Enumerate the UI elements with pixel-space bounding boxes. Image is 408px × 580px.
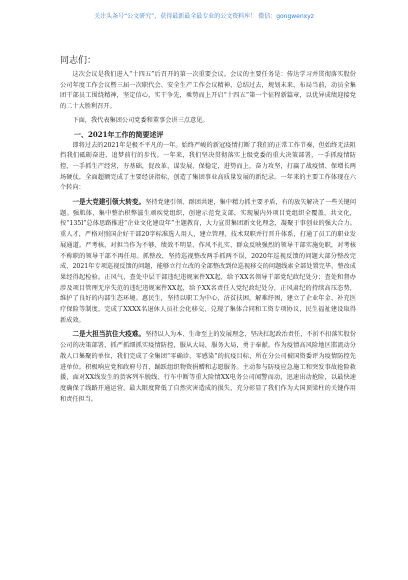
section-heading: 一、2021年工作的简要述评 xyxy=(74,129,164,139)
paragraph-text: 坚持以人为本、生命至上的发展理念，坚决扛起政治责任，不折不扣落实股份公司的决策部署，抓严抓细抓实疫情防控，服从大局，服务大局，勇于奉献。作为疫情高风险地区邯流动分散人口集聚的单位，我们完成了全集团“零确诊、零感染”的抗疫目标，所在分公司被国资委评为疫情防控先进单位。积极响应党和政府号召，踊跃组织物资捐赠和志愿服务。主动参与防疫应急施工和突发事故抢险救援，面对XX线发生的货客列车脱线、行车中断等重大险情XX电务公司闻警而动，迅速出动抢险，以最快速度确保了线路开通运营，最大限度降低了自然灾害造成的损失，充分彰显了我们作为大国顶梁柱的关键作用和责任担当。 xyxy=(60,331,357,403)
document-body xyxy=(60,54,356,405)
header-banner: 关注头条号“公文研究”，获得最新最全最专业的公文资料库！ 微信：gongwenxyz xyxy=(94,13,314,20)
paragraph-lead: 二是大担当抗住大疫难。 xyxy=(72,330,146,339)
paragraph-party-building xyxy=(60,197,356,326)
paragraph-text: 坚持党建引领、群团共建，集中精力抓主要矛盾，有的放矢解决了一些关键问题。强肌体，集中整治积弊滋生顽疾党组织，创建示范党支部，实现履内外项目党组织全覆盖，共文化，按“135l”总体思路推进“企业文化建设年”主题教育，大力宣贯集团新文化理念，凝聚于事创业的强大合力。重人才，严格对照国企好干部20字标准选人用人，建立管理、技术双职并行晋升体系，打通了员工的职业发展通道。严考核，对担当作为不够、绩效不明显、作风不扎实、群众反映强烈的领导干部实施免职，对考核不称职的领导干部不再任用。抓整改，坚持巡视整改两手抓两不误，2020年巡视反馈的问题大部分整改完成，2021年专项巡视反馈的问题，能够立行立改的全部整改到位巡视移交的问题线索全部处置完毕，整改成果经得起检验。正风气，查处中层干部违纪违规案件XX起，给予XX名领导干部党纪政纪处分；查处和督办涉及项目管理无序失范的违纪违规案件XX起，给予XX名责任人党纪政纪处分，正风肃纪的持续高压态势，维护了良好的内部生态环境。惠民生，坚持以职工为中心，济贫扶困，解难纾困，建立了企业年金、补充医疗保险等制度，完成了XXXX名退休人员社会化移交，兑现了集体合同和工资专项协议，民生福祉建设取得新成效。 xyxy=(60,199,357,324)
paragraph-intro: 下面，我代表集团公司党委和董事会讲三点意见。 xyxy=(72,116,209,124)
paragraph-opening: 这次会议是我们进入“十四五”后召开的第一次重要会议。会议的主要任务是：传达学习并贯彻落实股份公司年度工作会议暨三届一次职代会、安全生产工作会议精神，总结过去，规划未来，布局当前，动员全集团干部员工围绕精神，坚定信心，实干争先，乘势而上开启“十四五”第一个征程新篇章，以优异成绩迎接党的二十大胜利召开。 xyxy=(60,71,356,111)
paragraph-lead: 一是大党建引领大转变。 xyxy=(72,198,146,207)
paragraph-review: 即将过去的2021年是极不平凡的一年。始终严峻的新冠疫情打断了我们的正常工作节奏，但始终无法阻挡我们砥砺奋进、追梦前行的步伐。一年来，我们坚决贯彻落实上级党委的重大决策部署，一手抓疫情防控，一手抓生产经营，夯基础，促改革，谋发展，保稳定，进势而上，奋力攻坚，打赢了战疫情、保增长两场硬仗，全面超额完成了主要经济指标，创造了集团事业高质量发展的新纪录。一年来的主要工作体现在六个转向： xyxy=(60,141,356,192)
salutation: 同志们： xyxy=(60,56,97,66)
paragraph-epidemic xyxy=(60,329,356,405)
